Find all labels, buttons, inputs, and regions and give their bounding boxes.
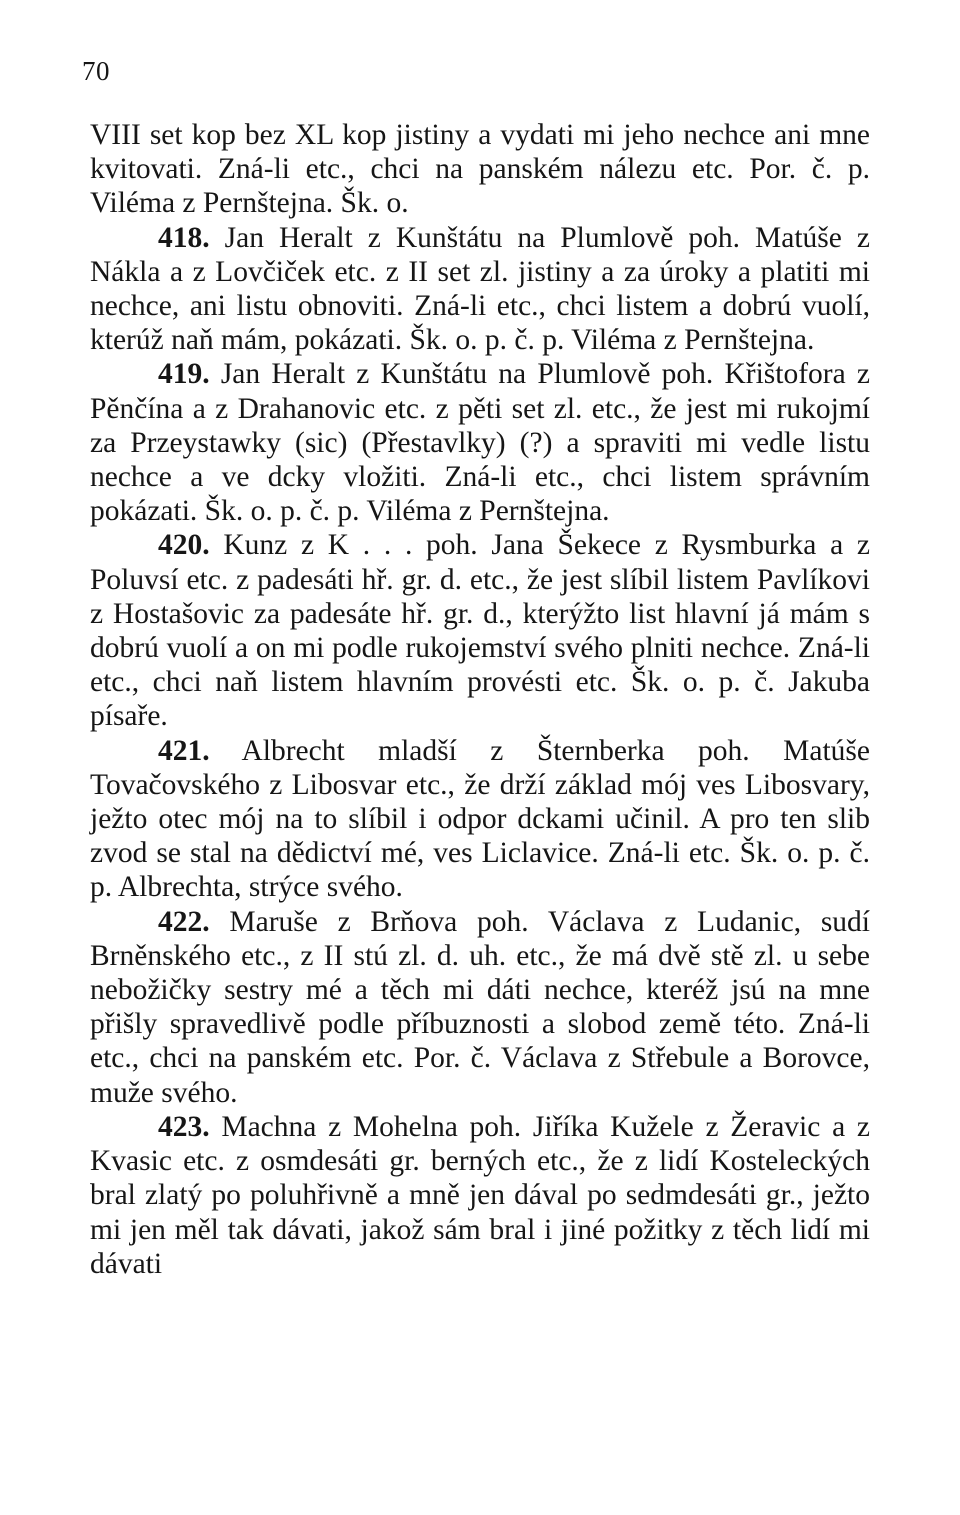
entry-421 bbox=[90, 734, 870, 905]
entry-text: Jan Heralt z Kunštátu na Plumlově poh. Křištofora z Pěnčína a z Drahanovic etc. z pěti set zl. etc., že jest mi rukojmí za Przeystawky (sic) (Přestavlky) (?) a spraviti mi vedle listu nechce a ve dcky vložiti. Zná-li etc., chci listem správním pokázati. Šk. o. p. č. p. Viléma z Pernštejna. bbox=[90, 358, 870, 528]
page-number: 70 bbox=[82, 56, 110, 86]
entry-number: 422. bbox=[158, 905, 210, 938]
entry-number: 420. bbox=[158, 529, 210, 562]
entry-number: 418. bbox=[158, 221, 210, 254]
entry-418 bbox=[90, 221, 870, 358]
entry-continuation bbox=[90, 118, 870, 221]
entry-number: 421. bbox=[158, 734, 210, 767]
entry-number: 419. bbox=[158, 358, 210, 391]
entry-text: Maruše z Brňova poh. Václava z Ludanic, sudí Brněnského etc., z II stú zl. d. uh. etc., že má dvě stě zl. u sebe nebožičky sestry mé a těch mi dáti nechce, kteréž jsú na mne přišly spravedlivě podle příbuznosti a slobod země této. Zná-li etc., chci na panském etc. Por. č. Václava z Střebule a Borovce, muže svého. bbox=[90, 905, 870, 1109]
entry-text: Jan Heralt z Kunštátu na Plumlově poh. Matúše z Nákla a z Lovčiček etc. z II set zl. jistiny a za úroky a platiti mi nechce, ani listu obnoviti. Zná-li etc., chci listem a dobrú vuolí, kterúž naň mám, pokázati. Šk. o. p. č. p. Viléma z Pernštejna. bbox=[90, 221, 870, 357]
entry-text: Albrecht mladší z Šternberka poh. Matúše Tovačovského z Libosvar etc., že drží základ mój ves Libosvary, ježto otec mój na to slíbil i odpor dckami učinil. A pro ten slib zvod se stal na dědictví mé, ves Liclavice. Zná-li etc. Šk. o. p. č. p. Albrechta, strýce svého. bbox=[90, 734, 870, 904]
entry-422 bbox=[90, 905, 870, 1110]
entry-text: VIII set kop bez XL kop jistiny a vydati mi jeho nechce ani mne kvitovati. Zná-li etc., chci na panském nálezu etc. Por. č. p. Viléma z Pernštejna. Šk. o. bbox=[90, 119, 870, 220]
entry-number: 423. bbox=[158, 1110, 210, 1143]
page-body bbox=[90, 118, 870, 1281]
entry-423 bbox=[90, 1110, 870, 1281]
entry-text: Machna z Mohelna poh. Jiříka Kužele z Žeravic a z Kvasic etc. z osmdesáti gr. berných etc., že z lidí Kosteleckých bral zlatý po poluhřivně a mně jen dával po sedmdesáti gr., ježto mi jen měl tak dávati, jakož sám bral i jiné požitky z těch lidí mi dávati bbox=[90, 1110, 870, 1280]
entry-text: Kunz z K . . . poh. Jana Šekece z Rysmburka a z Poluvsí etc. z padesáti hř. gr. d. etc., že jest slíbil listem Pavlíkovi z Hostašovic za padesáte hř. gr. d., kterýžto list hlavní já mám s dobrú vuolí a on mi podle rukojemství svého plniti nechce. Zná-li etc., chci naň listem hlavním provésti etc. Šk. o. p. č. Jakuba písaře. bbox=[90, 529, 870, 733]
entry-419 bbox=[90, 357, 870, 528]
entry-420 bbox=[90, 528, 870, 733]
